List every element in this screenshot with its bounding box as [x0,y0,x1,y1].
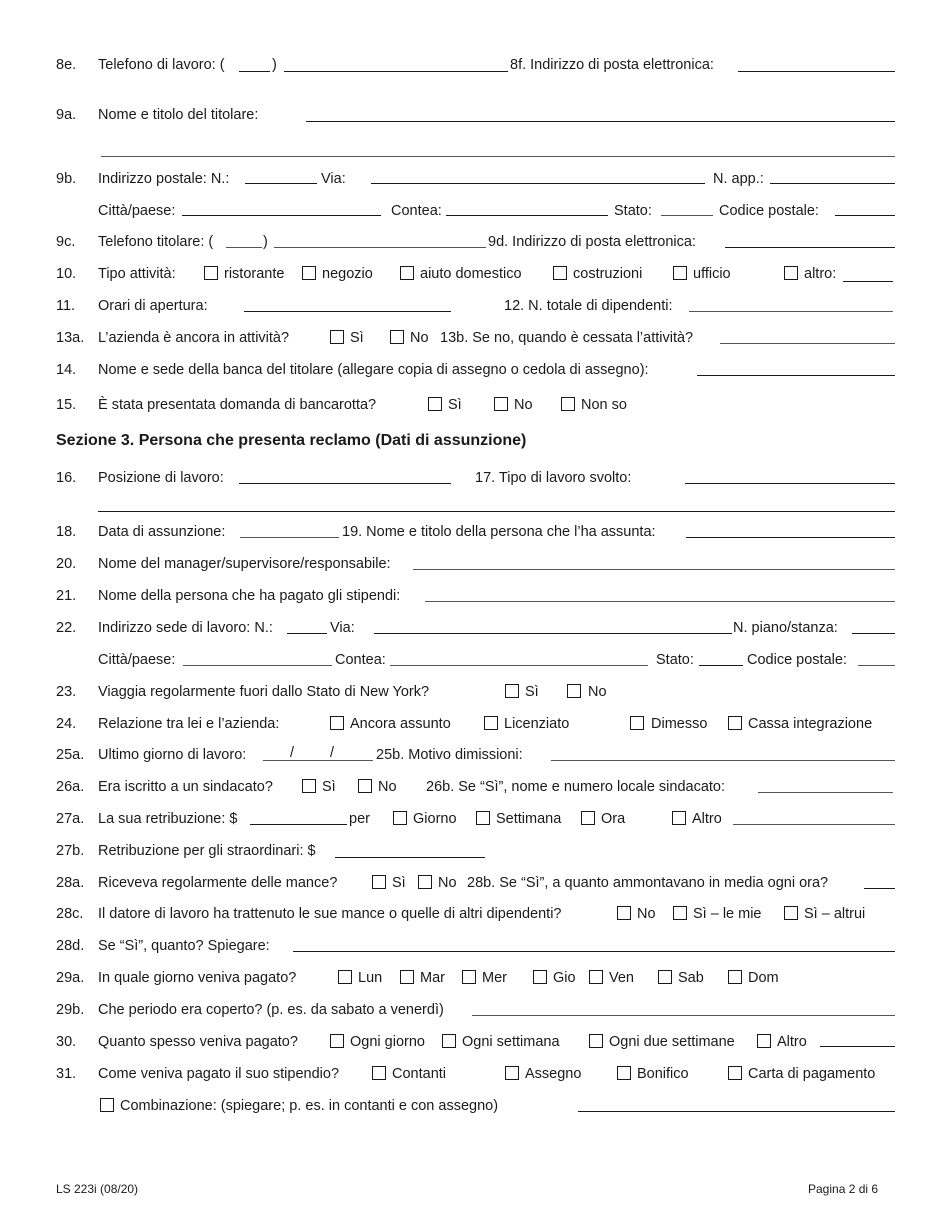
option-label: Ogni due settimane [609,1034,735,1050]
no-checkbox[interactable] [390,330,404,344]
bank-label: Nome e sede della banca del titolare (allegare copia di assegno o cedola di assegno): [98,362,649,378]
state-field[interactable] [661,215,713,216]
payer-label: Nome della persona che ha pagato gli stipendi: [98,588,401,604]
other-checkbox[interactable] [784,266,798,280]
option-label: No [438,875,457,891]
option-label: No [378,779,397,795]
county-label: Contea: [391,203,442,219]
owner-phone-area-field[interactable] [226,247,262,248]
combination-checkbox[interactable] [100,1098,114,1112]
still-operating-label: L’azienda è ancora in attività? [98,330,290,346]
hour-checkbox[interactable] [581,811,595,825]
tips-label: Riceveva regolarmente delle mance? [98,875,338,891]
hired-by-field[interactable] [686,537,895,538]
item-number: 18. [56,524,77,540]
item-number: 9b. [56,171,77,187]
option-label: Sì [448,397,462,413]
zip-field[interactable] [858,665,895,666]
manager-label: Nome del manager/supervisore/responsabile: [98,556,391,572]
item-number: 20. [56,556,77,572]
hire-date-field[interactable] [240,537,339,538]
option-label: Lun [358,970,383,986]
owner-phone-label: Telefono titolare: ( [98,234,214,250]
resignation-reason-field[interactable] [551,760,895,761]
option-label: Giorno [413,811,457,827]
item-number: 21. [56,588,77,604]
payment-card-checkbox[interactable] [728,1066,742,1080]
option-label: Ogni giorno [350,1034,425,1050]
option-label: Ven [609,970,634,986]
job-position-label: Posizione di lavoro: [98,470,224,486]
weekly-checkbox[interactable] [442,1034,456,1048]
city-label: Città/paese: [98,203,176,219]
option-label: No [514,397,533,413]
option-label: Ora [601,811,626,827]
option-label: Bonifico [637,1066,689,1082]
item-number: 14. [56,362,77,378]
day-checkbox[interactable] [393,811,407,825]
item-number: 22. [56,620,77,636]
work-address-label: Indirizzo sede di lavoro: N.: [98,620,273,636]
employee-count-field[interactable] [689,311,893,312]
union-name-label: 26b. Se “Sì”, nome e numero locale sindacato: [426,779,726,795]
item-number: 30. [56,1034,77,1050]
street-label: Via: [330,620,355,636]
item-number: 28d. [56,938,85,954]
option-label: Carta di pagamento [748,1066,876,1082]
option-label: Altro [777,1034,807,1050]
work-phone-field[interactable] [284,71,508,72]
no-checkbox[interactable] [567,684,581,698]
pay-rate-label: La sua retribuzione: $ [98,811,238,827]
yes-checkbox[interactable] [505,684,519,698]
city-field[interactable] [182,215,381,216]
opening-hours-label: Orari di apertura: [98,298,208,314]
explain-field[interactable] [293,951,895,952]
item-number: 27a. [56,811,85,827]
restaurant-checkbox[interactable] [204,266,218,280]
option-label: aiuto domestico [420,266,522,282]
yes-checkbox[interactable] [302,779,316,793]
hired-by-label: 19. Nome e titolo della persona che l’ha assunta: [342,524,656,540]
owner-name-field-line2[interactable] [101,156,895,157]
overtime-field[interactable] [335,857,485,858]
owner-phone-field[interactable] [274,247,486,248]
ceased-label: 13b. Se no, quando è cessata l’attività? [440,330,694,346]
resignation-reason-label: 25b. Motivo dimissioni: [376,747,523,763]
work-type-field-line2[interactable] [98,511,895,512]
option-label: ufficio [693,266,731,282]
option-label: Cassa integrazione [748,716,873,732]
option-label: Assegno [525,1066,582,1082]
employee-count-label: 12. N. totale di dipendenti: [504,298,673,314]
pay-rate-field[interactable] [250,824,347,825]
option-label: Licenziato [504,716,570,732]
check-checkbox[interactable] [505,1066,519,1080]
owner-name-label: Nome e titolo del titolare: [98,107,259,123]
bank-field[interactable] [697,375,895,376]
option-label: Non so [581,397,627,413]
overtime-label: Retribuzione per gli straordinari: $ [98,843,316,859]
work-phone-area-field[interactable] [239,71,270,72]
option-label: Sì [322,779,336,795]
owner-email-field[interactable] [725,247,895,248]
item-number: 25a. [56,747,85,763]
zip-label: Codice postale: [719,203,819,219]
item-number: 28c. [56,906,84,922]
pay-period-label: Che periodo era coperto? (p. es. da sabato a venerdì) [98,1002,444,1018]
no-checkbox[interactable] [358,779,372,793]
option-label: Sab [678,970,704,986]
street-label: Via: [321,171,346,187]
floor-room-label: N. piano/stanza: [733,620,838,636]
business-type-label: Tipo attività: [98,266,176,282]
tips-average-label: 28b. Se “Sì”, a quanto ammontavano in media ogni ora? [467,875,829,891]
ceased-date-field[interactable] [720,343,895,344]
no-checkbox[interactable] [494,397,508,411]
item-number: 9c. [56,234,76,250]
item-number: 28a. [56,875,85,891]
job-position-field[interactable] [239,483,451,484]
section-heading: Sezione 3. Persona che presenta reclamo (Dati di assunzione) [56,432,527,449]
last-day-label: Ultimo giorno di lavoro: [98,747,247,763]
payer-field[interactable] [425,601,895,602]
still-employed-checkbox[interactable] [330,716,344,730]
item-number: 8e. [56,57,77,73]
option-label: ristorante [224,266,285,282]
no-checkbox[interactable] [617,906,631,920]
option-label: No [588,684,607,700]
work-type-field[interactable] [685,483,895,484]
last-day-field[interactable] [263,760,373,761]
friday-checkbox[interactable] [589,970,603,984]
owner-email-label: 9d. Indirizzo di posta elettronica: [488,234,696,250]
option-label: Sì [350,330,364,346]
saturday-checkbox[interactable] [658,970,672,984]
dont-know-checkbox[interactable] [561,397,575,411]
travel-label: Viaggia regolarmente fuori dallo Stato di New York? [98,684,430,700]
other-field[interactable] [843,281,893,282]
explain-label: Se “Sì”, quanto? Spiegare: [98,938,270,954]
yes-mine-checkbox[interactable] [673,906,687,920]
option-label: Ogni settimana [462,1034,560,1050]
hire-date-label: Data di assunzione: [98,524,226,540]
option-label: Sì [525,684,539,700]
date-separator: / [330,745,335,761]
item-number: 26a. [56,779,85,795]
store-checkbox[interactable] [302,266,316,280]
item-number: 29a. [56,970,85,986]
per-label: per [349,811,370,827]
zip-label: Codice postale: [747,652,847,668]
page-number: Pagina 2 di 6 [808,1182,879,1196]
option-label: Contanti [392,1066,447,1082]
option-label: Settimana [496,811,562,827]
tuesday-checkbox[interactable] [400,970,414,984]
state-field[interactable] [699,665,743,666]
other-field[interactable] [733,824,895,825]
option-label: Dimesso [651,716,708,732]
layoff-checkbox[interactable] [728,716,742,730]
county-field[interactable] [390,665,648,666]
mailing-address-label: Indirizzo postale: N.: [98,171,230,187]
date-separator: / [290,745,295,761]
apt-label: N. app.: [713,171,764,187]
bankruptcy-label: È stata presentata domanda di bancarotta? [98,397,377,413]
paren: ) [272,57,277,73]
option-label: No [410,330,429,346]
number-field[interactable] [245,183,317,184]
item-number: 31. [56,1066,77,1082]
item-number: 13a. [56,330,85,346]
item-number: 15. [56,397,77,413]
option-label: Ancora assunto [350,716,451,732]
yes-checkbox[interactable] [372,875,386,889]
manager-field[interactable] [413,569,895,570]
option-label: No [637,906,656,922]
item-number: 10. [56,266,77,282]
union-name-field[interactable] [758,792,893,793]
zip-field[interactable] [835,215,895,216]
option-label: costruzioni [573,266,643,282]
union-label: Era iscritto a un sindacato? [98,779,273,795]
resigned-checkbox[interactable] [630,716,644,730]
option-label: negozio [322,266,373,282]
number-field[interactable] [287,633,327,634]
yes-checkbox[interactable] [330,330,344,344]
yes-others-checkbox[interactable] [784,906,798,920]
week-checkbox[interactable] [476,811,490,825]
thursday-checkbox[interactable] [533,970,547,984]
item-number: 24. [56,716,77,732]
owner-name-field[interactable] [306,121,895,122]
option-label: Combinazione: (spiegare; p. es. in contanti e con assegno) [120,1098,499,1114]
county-label: Contea: [335,652,386,668]
payday-label: In quale giorno veniva pagato? [98,970,297,986]
office-checkbox[interactable] [673,266,687,280]
item-number: 27b. [56,843,85,859]
option-label: Sì [392,875,406,891]
pay-period-field[interactable] [472,1015,895,1016]
no-checkbox[interactable] [418,875,432,889]
item-number: 11. [56,298,76,314]
city-field[interactable] [183,665,332,666]
transfer-checkbox[interactable] [617,1066,631,1080]
street-field[interactable] [374,633,732,634]
combination-field[interactable] [578,1111,895,1112]
sunday-checkbox[interactable] [728,970,742,984]
work-phone-label: Telefono di lavoro: ( [98,57,225,73]
option-label: altro: [804,266,837,282]
item-number: 9a. [56,107,77,123]
option-label: Mer [482,970,507,986]
other-checkbox[interactable] [672,811,686,825]
tips-withheld-label: Il datore di lavoro ha trattenuto le sue mance o quelle di altri dipendenti? [98,906,562,922]
option-label: Altro [692,811,722,827]
opening-hours-field[interactable] [244,311,451,312]
daily-checkbox[interactable] [330,1034,344,1048]
construction-checkbox[interactable] [553,266,567,280]
tips-average-field[interactable] [864,888,895,889]
state-label: Stato: [656,652,694,668]
state-label: Stato: [614,203,652,219]
option-label: Sì – le mie [693,906,762,922]
option-label: Dom [748,970,779,986]
county-field[interactable] [446,215,608,216]
paren: ) [263,234,268,250]
item-number: 16. [56,470,77,486]
pay-method-label: Come veniva pagato il suo stipendio? [98,1066,340,1082]
other-field[interactable] [820,1046,895,1047]
option-label: Sì – altrui [804,906,866,922]
form-id: LS 223i (08/20) [56,1182,139,1196]
item-number: 29b. [56,1002,85,1018]
yes-checkbox[interactable] [428,397,442,411]
domestic-help-checkbox[interactable] [400,266,414,280]
apt-field[interactable] [770,183,895,184]
option-label: Gio [553,970,576,986]
item-number: 23. [56,684,77,700]
email-label: 8f. Indirizzo di posta elettronica: [510,57,714,73]
option-label: Mar [420,970,445,986]
pay-frequency-label: Quanto spesso veniva pagato? [98,1034,298,1050]
fired-checkbox[interactable] [484,716,498,730]
relationship-label: Relazione tra lei e l’azienda: [98,716,280,732]
work-type-label: 17. Tipo di lavoro svolto: [475,470,632,486]
email-field[interactable] [738,71,895,72]
cash-checkbox[interactable] [372,1066,386,1080]
floor-room-field[interactable] [852,633,895,634]
biweekly-checkbox[interactable] [589,1034,603,1048]
wednesday-checkbox[interactable] [462,970,476,984]
monday-checkbox[interactable] [338,970,352,984]
other-checkbox[interactable] [757,1034,771,1048]
city-label: Città/paese: [98,652,176,668]
street-field[interactable] [371,183,705,184]
